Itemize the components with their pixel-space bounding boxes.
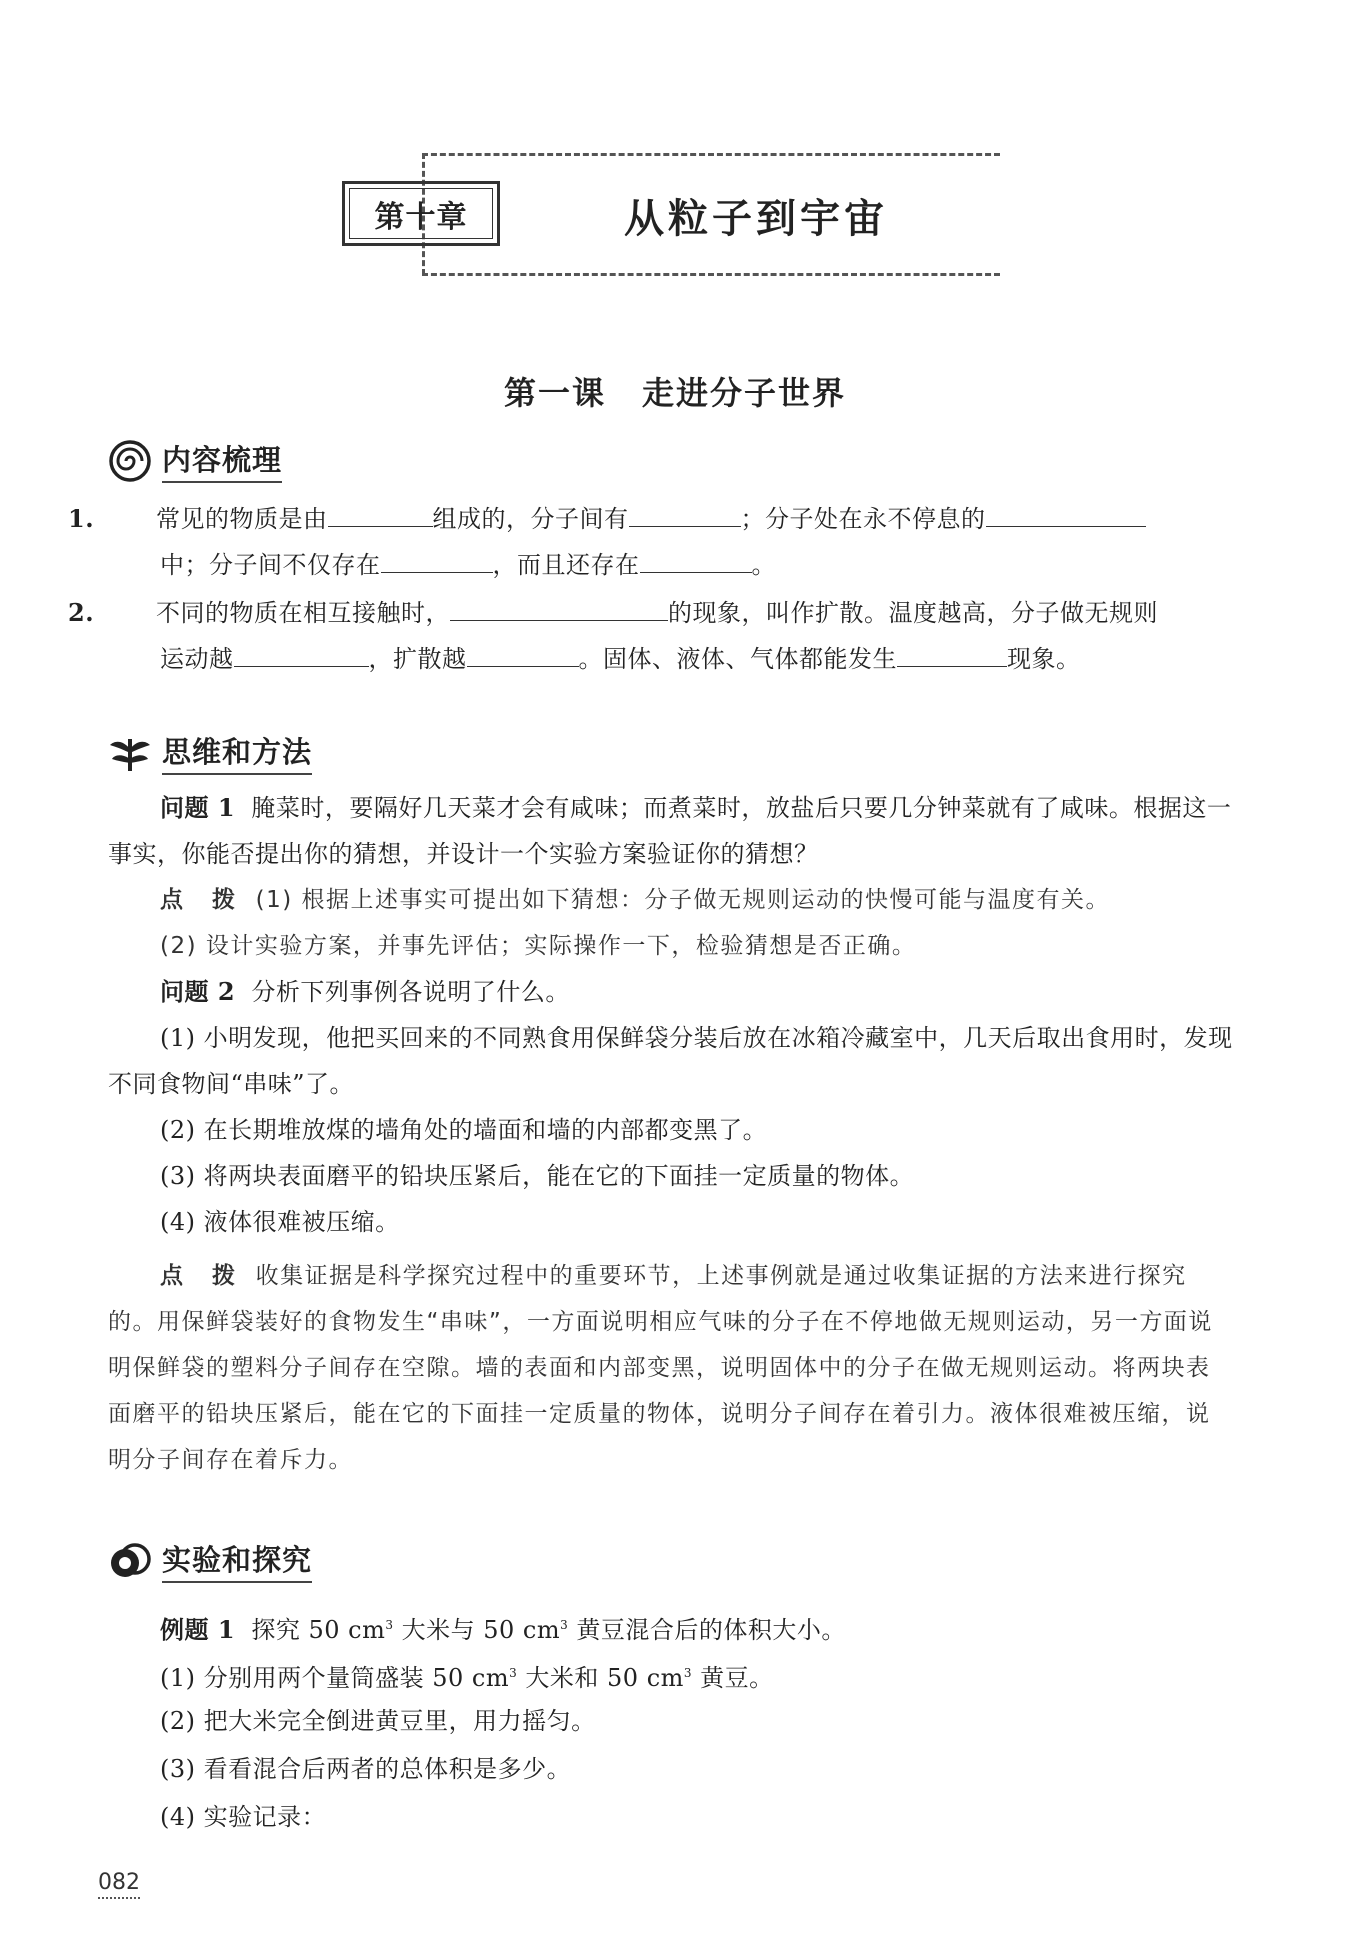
fill-blank[interactable] bbox=[450, 596, 668, 621]
method-hint-1b bbox=[108, 923, 1233, 969]
section-experiment-header bbox=[108, 1538, 312, 1583]
superscript: 3 bbox=[509, 1666, 518, 1680]
problem-text: 分析下列事例各说明了什么。 bbox=[251, 978, 570, 1006]
text: 黄豆。 bbox=[692, 1664, 774, 1692]
text: ，扩散越 bbox=[368, 645, 467, 673]
chapter-number: 第十章 bbox=[374, 199, 468, 235]
text: 大米与 50 cm bbox=[393, 1616, 561, 1644]
text: 大米和 50 cm bbox=[517, 1664, 684, 1692]
text: ；分子处在永不停息的 bbox=[740, 505, 986, 533]
text: (1) 分别用两个量筒盛装 50 cm bbox=[160, 1664, 510, 1692]
chapter-title: 从粒子到宇宙 bbox=[624, 195, 888, 242]
problem-label: 问题 1 bbox=[160, 793, 236, 822]
method-case-2 bbox=[108, 1107, 1233, 1153]
text: ，而且还存在 bbox=[492, 551, 640, 579]
hint-text: (1) 根据上述事实可提出如下猜想：分子做无规则运动的快慢可能与温度有关。 bbox=[255, 887, 1111, 913]
case-text: (3) 将两块表面磨平的铅块压紧后，能在它的下面挂一定质量的物体。 bbox=[160, 1162, 915, 1190]
section-content-label: 内容梳理 bbox=[162, 438, 282, 483]
fill-blank[interactable] bbox=[467, 642, 579, 667]
hint-label: 点 拨 bbox=[160, 1263, 238, 1289]
lesson-number: 第一课 bbox=[503, 374, 606, 412]
lesson-name: 走进分子世界 bbox=[642, 374, 847, 412]
case-text: (4) 液体很难被压缩。 bbox=[160, 1208, 400, 1236]
text: 探究 50 cm bbox=[251, 1616, 386, 1644]
item-number: 2. bbox=[68, 598, 95, 627]
lesson-title bbox=[0, 368, 1350, 414]
superscript: 3 bbox=[385, 1618, 394, 1632]
text: 运动越 bbox=[160, 645, 234, 673]
sprout-icon bbox=[108, 731, 152, 775]
fill-blank[interactable] bbox=[629, 502, 741, 527]
chapter-number-box bbox=[342, 181, 500, 246]
page-number: 082 bbox=[98, 1870, 140, 1899]
dashed-border-top bbox=[422, 153, 1000, 156]
item-number: 1. bbox=[68, 504, 95, 533]
method-case-1 bbox=[108, 1015, 1233, 1107]
fill-blank[interactable] bbox=[640, 548, 752, 573]
section-method-label: 思维和方法 bbox=[162, 730, 312, 775]
hint-text: 收集证据是科学探究过程中的重要环节，上述事例就是通过收集证据的方法来进行探究的。用保鲜袋装好的食物发生“串味”，一方面说明相应气味的分子在不停地做无规则运动，另一方面说明保鲜袋的塑料分子间存在空隙。墙的表面和内部变黑，说明固体中的分子在做无规则运动。将两块表面磨平的铅块压紧后，能在它的下面挂一定质量的物体，说明分子间存在着引力。液体很难被压缩，说明分子间存在着斥力。 bbox=[108, 1263, 1213, 1473]
method-hint-1a bbox=[108, 877, 1233, 923]
spiral-icon bbox=[108, 439, 152, 483]
interlocking-circles-icon bbox=[108, 1539, 152, 1583]
experiment-step-2 bbox=[108, 1698, 1233, 1744]
text: 黄豆混合后的体积大小。 bbox=[568, 1616, 846, 1644]
method-problem-2 bbox=[108, 969, 1233, 1015]
text: 现象。 bbox=[1007, 645, 1081, 673]
case-text: (1) 小明发现，他把买回来的不同熟食用保鲜袋分装后放在冰箱冷藏室中，几天后取出食用时，发现不同食物间“串味”了。 bbox=[108, 1024, 1233, 1098]
case-text: (2) 在长期堆放煤的墙角处的墙面和墙的内部都变黑了。 bbox=[160, 1116, 768, 1144]
step-text: (4) 实验记录： bbox=[160, 1803, 327, 1831]
problem-text: 腌菜时，要隔好几天菜才会有咸味；而煮菜时，放盐后只要几分钟菜就有了咸味。根据这一事实，你能否提出你的猜想，并设计一个实验方案验证你的猜想？ bbox=[108, 794, 1232, 868]
text: 的现象，叫作扩散。温度越高，分子做无规则 bbox=[668, 599, 1158, 627]
text: 组成的，分子间有 bbox=[432, 505, 629, 533]
section-experiment-label: 实验和探究 bbox=[162, 1538, 312, 1583]
method-hint-2 bbox=[108, 1253, 1233, 1483]
experiment-example bbox=[108, 1602, 1233, 1653]
method-case-3 bbox=[108, 1153, 1233, 1199]
experiment-step-4 bbox=[108, 1794, 1233, 1840]
superscript: 3 bbox=[683, 1666, 693, 1680]
step-text: (3) 看看混合后两者的总体积是多少。 bbox=[160, 1755, 572, 1783]
example-label: 例题 1 bbox=[160, 1615, 236, 1644]
text: 常见的物质是由 bbox=[156, 505, 328, 533]
superscript: 3 bbox=[560, 1618, 569, 1632]
section-content-header bbox=[108, 438, 282, 483]
method-case-4 bbox=[108, 1199, 1233, 1245]
problem-label: 问题 2 bbox=[160, 977, 236, 1006]
text: 不同的物质在相互接触时， bbox=[156, 599, 450, 627]
content-item-2 bbox=[68, 590, 1233, 682]
fill-blank[interactable] bbox=[234, 642, 369, 667]
experiment-step-3 bbox=[108, 1746, 1233, 1792]
experiment-step-1 bbox=[108, 1650, 1233, 1701]
content-item-1 bbox=[68, 496, 1233, 588]
hint-label: 点 拨 bbox=[160, 887, 238, 913]
fill-blank[interactable] bbox=[381, 548, 493, 573]
text: 。固体、液体、气体都能发生 bbox=[578, 645, 897, 673]
section-method-header bbox=[108, 730, 312, 775]
fill-blank[interactable] bbox=[328, 502, 433, 527]
text: 。 bbox=[751, 551, 776, 579]
fill-blank[interactable] bbox=[897, 642, 1007, 667]
fill-blank[interactable] bbox=[986, 502, 1146, 527]
method-problem-1 bbox=[108, 785, 1233, 877]
dashed-border-bottom bbox=[422, 273, 1000, 276]
step-text: (2) 把大米完全倒进黄豆里，用力摇匀。 bbox=[160, 1707, 596, 1735]
text: 中；分子间不仅存在 bbox=[160, 551, 381, 579]
hint-text: (2) 设计实验方案，并事先评估；实际操作一下，检验猜想是否正确。 bbox=[160, 933, 917, 959]
